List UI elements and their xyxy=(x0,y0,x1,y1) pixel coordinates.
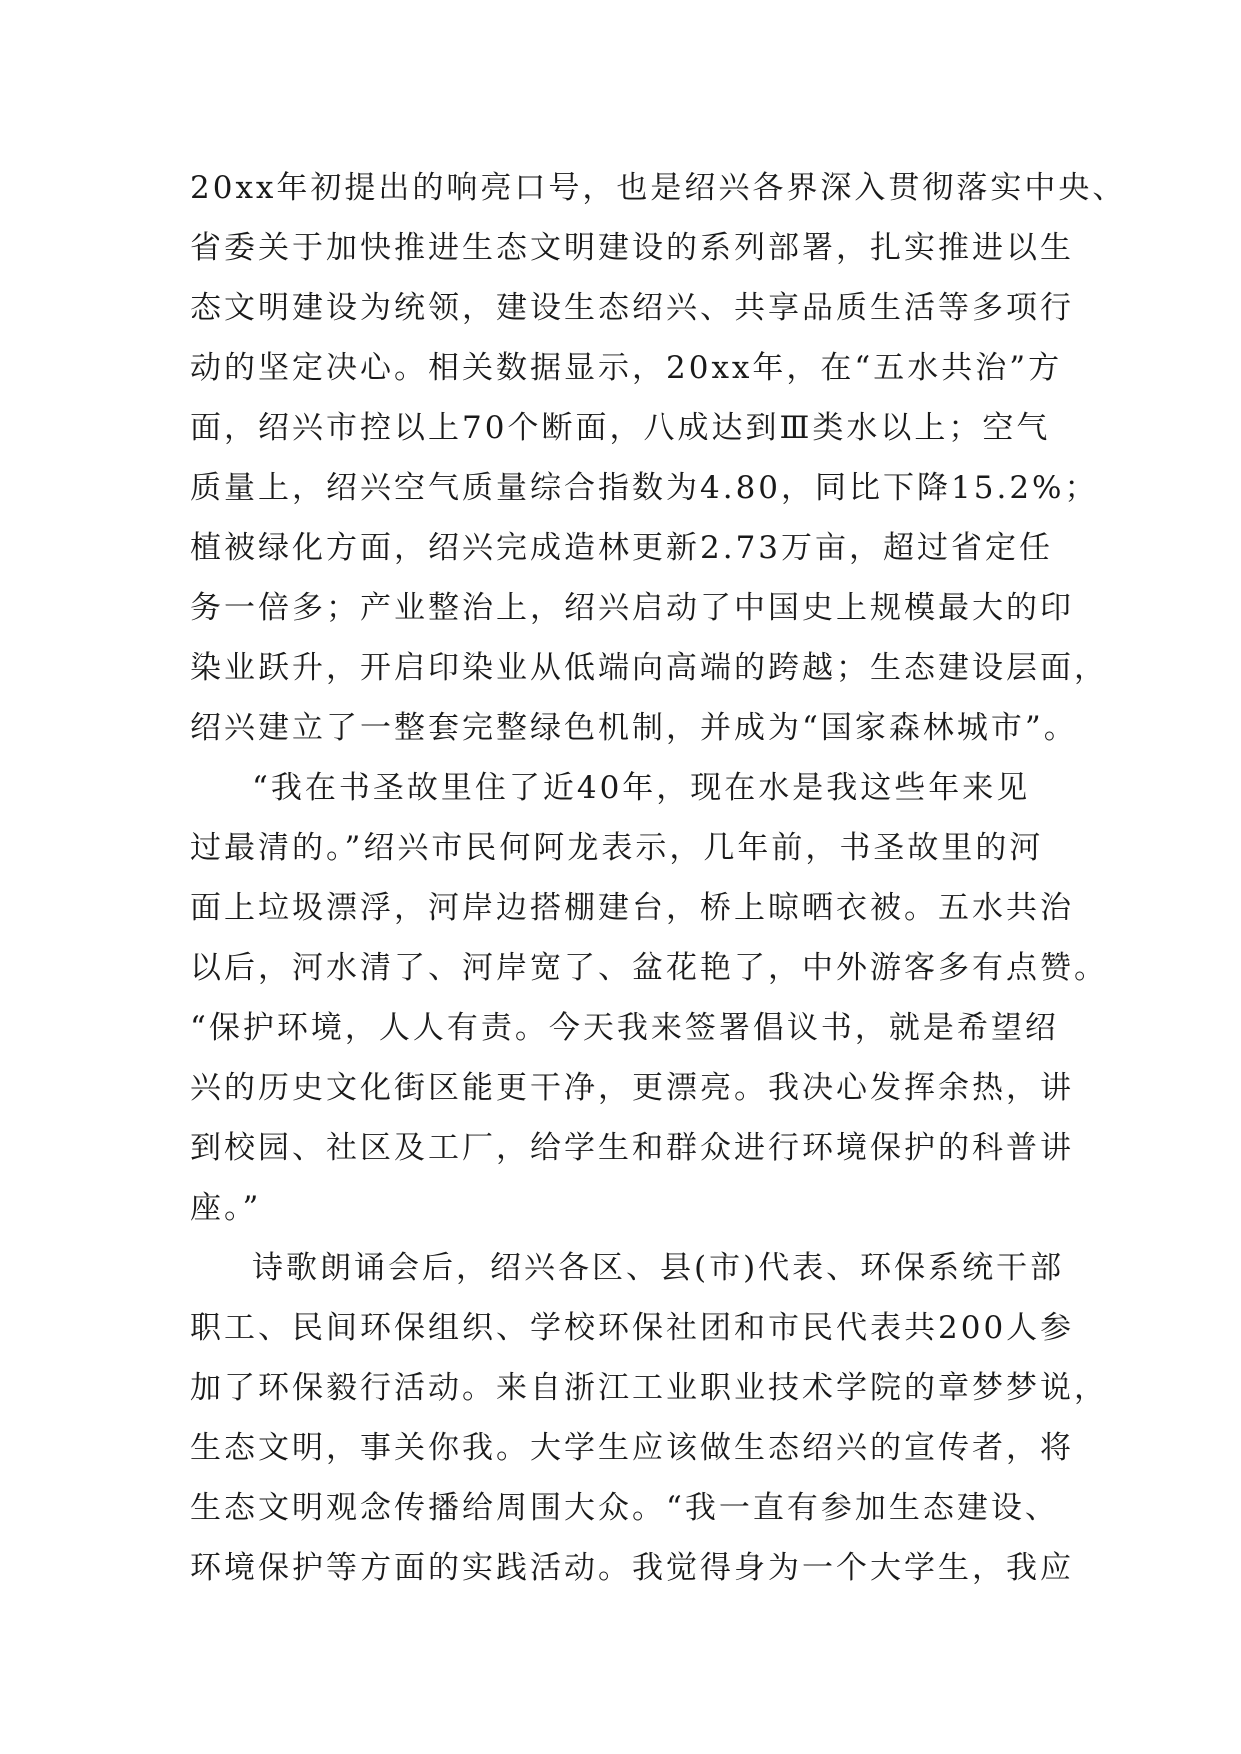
text-line: 植被绿化方面，绍兴完成造林更新2.73万亩，超过省定任 xyxy=(190,530,1054,566)
text-line: 面上垃圾漂浮，河岸边搭棚建台，桥上晾晒衣被。五水共治 xyxy=(190,890,1074,926)
text-line: 务一倍多；产业整治上，绍兴启动了中国史上规模最大的印 xyxy=(190,590,1074,626)
text-line: 过最清的。”绍兴市民何阿龙表示，几年前，书圣故里的河 xyxy=(190,830,1044,866)
text-line: 染业跃升，开启印染业从低端向高端的跨越；生态建设层面， xyxy=(190,650,1108,686)
text-line: 环境保护等方面的实践活动。我觉得身为一个大学生，我应 xyxy=(190,1550,1074,1586)
text-line: “保护环境，人人有责。今天我来签署倡议书，就是希望绍 xyxy=(190,1010,1059,1046)
text-line: 到校园、社区及工厂，给学生和群众进行环境保护的科普讲 xyxy=(190,1130,1074,1166)
text-line: 生态文明观念传播给周围大众。“我一直有参加生态建设、 xyxy=(190,1490,1059,1526)
text-line: 诗歌朗诵会后，绍兴各区、县(市)代表、环保系统干部 xyxy=(252,1250,1065,1286)
text-line: 态文明建设为统领，建设生态绍兴、共享品质生活等多项行 xyxy=(190,290,1074,326)
text-line: 加了环保毅行活动。来自浙江工业职业技术学院的章梦梦说， xyxy=(190,1370,1108,1406)
text-line: 动的坚定决心。相关数据显示，20xx年，在“五水共治”方 xyxy=(190,350,1063,386)
text-line: 质量上，绍兴空气质量综合指数为4.80，同比下降15.2%； xyxy=(190,470,1099,506)
text-line: 以后，河水清了、河岸宽了、盆花艳了，中外游客多有点赞。 xyxy=(190,950,1108,986)
text-line: “我在书圣故里住了近40年，现在水是我这些年来见 xyxy=(252,770,1031,806)
text-line: 兴的历史文化街区能更干净，更漂亮。我决心发挥余热，讲 xyxy=(190,1070,1074,1106)
text-line: 职工、民间环保组织、学校环保社团和市民代表共200人参 xyxy=(190,1310,1075,1346)
document-body xyxy=(190,158,1127,1598)
text-line: 座。” xyxy=(190,1190,262,1226)
text-line: 省委关于加快推进生态文明建设的系列部署，扎实推进以生 xyxy=(190,230,1074,266)
text-line: 生态文明，事关你我。大学生应该做生态绍兴的宣传者，将 xyxy=(190,1430,1074,1466)
text-line: 绍兴建立了一整套完整绿色机制，并成为“国家森林城市”。 xyxy=(190,710,1078,746)
text-line: 20xx年初提出的响亮口号，也是绍兴各界深入贯彻落实中央、 xyxy=(190,170,1127,206)
text-line: 面，绍兴市控以上70个断面，八成达到Ⅲ类水以上；空气 xyxy=(190,410,1051,446)
